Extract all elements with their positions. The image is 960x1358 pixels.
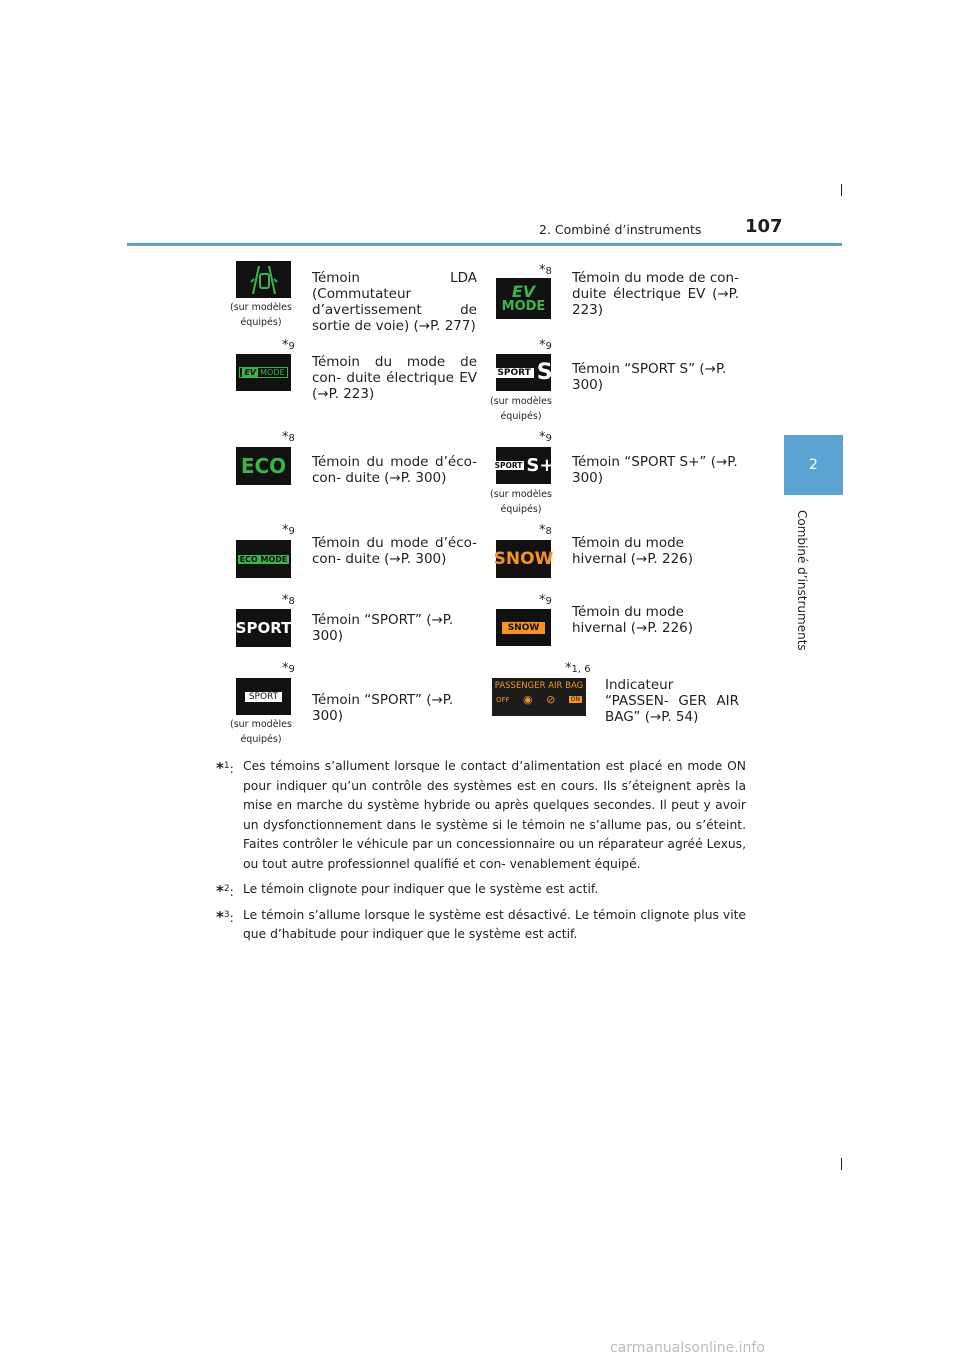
indicator-description: Témoin “SPORT S” (→P. 300): [572, 361, 727, 393]
footnote-marker: *8: [539, 263, 552, 278]
passenger-airbag-icon: PASSENGER AIR BAG OFF ◉ ⊘ ON: [492, 678, 586, 716]
indicator-description: Témoin du mode de con- duite électrique EV (→P. 223): [572, 270, 739, 318]
footnote-marker: *9: [539, 593, 552, 608]
sport-small-icon: SPORT: [236, 678, 291, 715]
chapter-label: Combiné d’instruments: [795, 510, 809, 651]
crop-mark: [841, 1158, 842, 1170]
crop-mark: [841, 184, 842, 196]
indicator-description: Témoin “SPORT” (→P. 300): [312, 692, 454, 724]
indicator-description: Témoin du mode de con- duite électrique EV (→P. 223): [312, 354, 477, 402]
footnote: *$^2$: Le témoin clignote pour indiquer que le système est actif.: [216, 882, 599, 900]
indicator-description: Indicateur “PASSEN- GER AIR BAG” (→P. 54): [605, 677, 739, 725]
footnote: *$^3$: Le témoin s’allume lorsque le système est désactivé. Le témoin clignote plus vite que d’habitude pour indiquer que le système est actif.: [216, 907, 746, 941]
icon-caption: (sur modèles équipés): [230, 302, 292, 328]
sport-icon: SPORT: [236, 609, 291, 647]
footnote-marker: *9: [282, 661, 295, 676]
ev-mode-icon: EV MODE: [496, 278, 551, 319]
footnote-marker: *8: [539, 523, 552, 538]
indicator-description: Témoin du mode d’éco-con- duite (→P. 300): [312, 454, 477, 486]
footnote-marker: *8: [282, 430, 295, 445]
footnote-marker: *9: [539, 430, 552, 445]
icon-caption: (sur modèles équipés): [490, 489, 552, 515]
icon-caption: (sur modèles équipés): [490, 396, 552, 422]
footnote-marker: *9: [282, 523, 295, 538]
footnote: *$^1$: Ces témoins s’allument lorsque le contact d’alimentation est placé en mode ON pour indiquer qu’un contrôle des systèmes est en cours. Ils s’éteignent après la mise en marche du système hybride ou après quelques secondes. Il peut y avoir un dysfonctionnement dans le système si le témoin ne s’allume pas, ou s’éteint. Faites contrôler le véhicule par un concessionnaire ou un réparateur agréé Lexus, ou tout autre professionnel qualifié et con- venablement équipé.: [216, 759, 746, 871]
eco-mode-icon: ECO MODE: [236, 540, 291, 578]
page-number: 107: [745, 216, 783, 237]
footnote-marker: *8: [282, 593, 295, 608]
footnote-marker: *9: [282, 338, 295, 353]
header-rule: [127, 243, 842, 246]
footnote-marker: *1, 6: [565, 661, 591, 676]
footnote-marker: *9: [539, 338, 552, 353]
icon-caption: (sur modèles équipés): [230, 719, 292, 745]
snow-icon: SNOW: [496, 540, 551, 578]
indicator-description: Témoin “SPORT” (→P. 300): [312, 612, 454, 644]
sport-s-icon: SPORT S: [496, 354, 551, 391]
chapter-tab: 2: [784, 435, 843, 495]
indicator-description: Témoin du mode d’éco-con- duite (→P. 300): [312, 535, 477, 567]
watermark: carmanualsonline.info: [610, 1340, 765, 1356]
indicator-description: Témoin du mode hivernal (→P. 226): [572, 604, 694, 636]
lda-icon: [236, 261, 291, 298]
footnotes: [216, 757, 746, 951]
indicator-description: Témoin “SPORT S+” (→P. 300): [572, 454, 738, 486]
section-title: 2. Combiné d’instruments: [539, 222, 702, 237]
ev-mode-small-icon: EV MODE: [236, 354, 291, 391]
eco-icon: ECO: [236, 447, 291, 485]
indicator-description: Témoin LDA (Commutateur d’avertissement de sortie de voie) (→P. 277): [312, 270, 477, 334]
sport-s-plus-icon: SPORT S+: [496, 447, 551, 484]
indicator-description: Témoin du mode hivernal (→P. 226): [572, 535, 694, 567]
snow-small-icon: SNOW: [496, 609, 551, 646]
